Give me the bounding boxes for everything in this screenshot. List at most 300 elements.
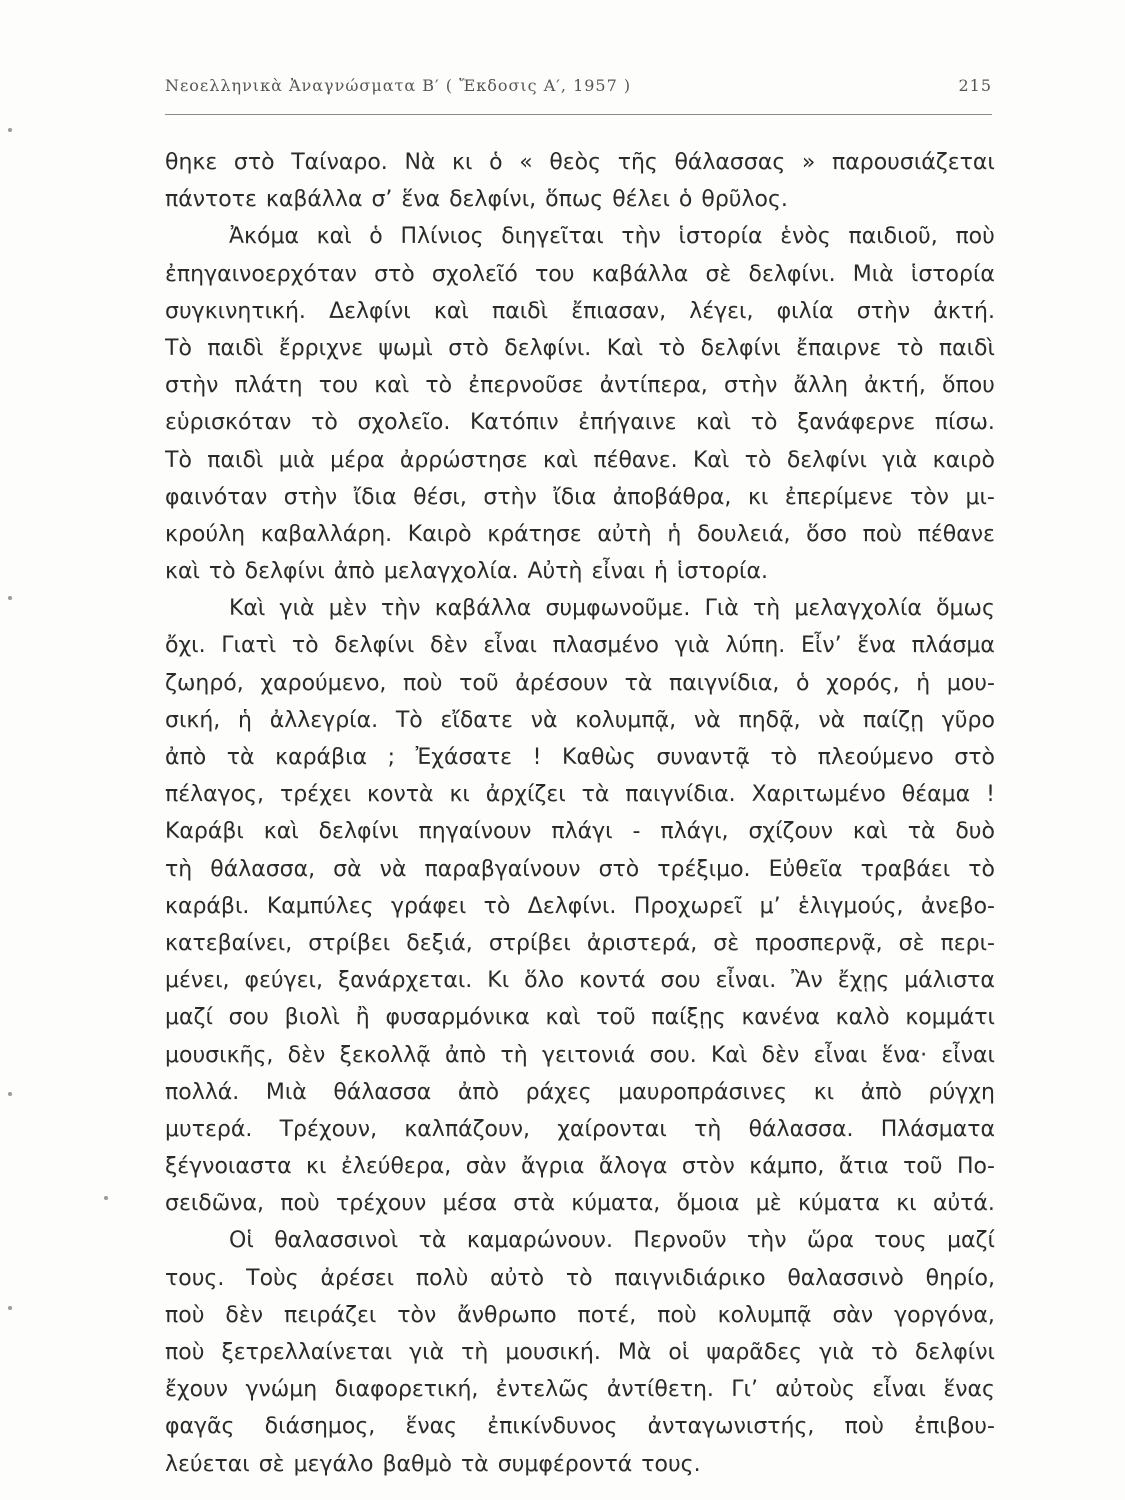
word: ἐπερνοῦσε	[468, 373, 584, 399]
text-line	[165, 1446, 995, 1483]
word: πέλαγος,	[165, 782, 265, 808]
word: θάλασσας	[674, 150, 786, 175]
word: Χαριτωμένο	[751, 782, 886, 808]
word: ἀπὸ	[457, 1079, 500, 1105]
word: τὸ	[871, 1340, 898, 1365]
word: τὸ	[425, 373, 453, 399]
word: σὲ	[898, 930, 925, 956]
word: γιὰ	[882, 447, 918, 473]
word: τραβάει	[860, 856, 951, 882]
word: αὐτοὺς	[775, 1377, 855, 1403]
word: στὴν	[483, 484, 537, 510]
word: στὴν	[165, 373, 219, 399]
word: δουλειά,	[696, 521, 791, 547]
word: κοντά	[579, 968, 646, 994]
word: κι	[452, 150, 473, 175]
word: κράτησε	[487, 521, 582, 547]
body-text	[165, 144, 995, 1483]
text-line	[165, 516, 995, 553]
word: καιρὸ	[932, 447, 995, 473]
text-line	[165, 1334, 995, 1371]
word: λεύεται	[165, 1451, 250, 1477]
word: ὁ	[796, 670, 810, 696]
word: καὶ	[165, 559, 200, 585]
word: καὶ	[316, 224, 352, 250]
word: ξεκολλᾷ	[339, 1042, 431, 1068]
word: μυτερά.	[165, 1116, 253, 1142]
word: τὴν	[747, 1228, 787, 1254]
word: ποὺ	[862, 521, 903, 547]
word: περι-	[940, 930, 995, 956]
word: σὲ	[258, 1451, 285, 1477]
text-line	[165, 702, 995, 739]
word: προσπερνᾷ,	[755, 930, 883, 956]
word: Γι’	[731, 1377, 758, 1403]
word: δελφίνι,	[449, 187, 537, 213]
word: θέσι,	[413, 484, 467, 510]
text-line	[165, 256, 995, 293]
word: ἀπὸ	[333, 559, 375, 585]
word: μουσικῆς,	[165, 1042, 274, 1068]
word: παιγνιδιάρικο	[614, 1265, 766, 1291]
word: ὅσο	[806, 521, 847, 547]
word: στὴν	[856, 298, 911, 324]
running-head	[165, 76, 992, 104]
word: μεγάλο	[293, 1451, 374, 1477]
text-line	[165, 739, 995, 776]
word: κύματα	[797, 1191, 880, 1217]
word: χορός,	[826, 670, 900, 696]
word: ὅπως	[545, 187, 604, 213]
word: κολυμπᾷ	[717, 1302, 812, 1328]
word: Καὶ	[229, 596, 266, 622]
word: ἑνὸς	[780, 224, 831, 250]
word: πολλά.	[165, 1079, 240, 1105]
text-line	[165, 1222, 995, 1259]
word: τρέξιμο.	[657, 856, 751, 882]
word: κάμπο,	[749, 1154, 825, 1180]
margin-speck	[8, 596, 12, 600]
word: ἄλλη	[793, 373, 849, 399]
word: καὶ	[263, 819, 299, 845]
word: φιλία	[776, 298, 834, 324]
word: ποτέ,	[577, 1302, 637, 1328]
word: τοῦ	[903, 1154, 943, 1180]
word: ὁ	[678, 187, 693, 213]
word: πλάγι,	[660, 819, 729, 845]
text-line	[165, 813, 995, 850]
word: πειράζει	[283, 1302, 377, 1328]
word: καβαλλάρη.	[260, 521, 393, 547]
word: ἡ	[916, 670, 931, 696]
word: σὰ	[333, 856, 362, 882]
word: παιδὶ	[207, 447, 264, 473]
word: τους.	[641, 1451, 701, 1477]
word: μ’	[759, 893, 781, 919]
word: καβάλλα	[591, 261, 689, 287]
word: τὸν	[909, 484, 949, 510]
word: στὴν	[723, 373, 778, 399]
word: Καθὼς	[562, 745, 636, 770]
word: ἀπὸ	[860, 1079, 902, 1105]
word: ξανάρχεται.	[337, 968, 473, 994]
word: Τὸ	[395, 707, 423, 733]
word: νὰ	[530, 707, 558, 733]
text-line	[165, 442, 995, 479]
word: ἀκτή.	[933, 298, 995, 324]
word: αὐτὸ	[490, 1265, 545, 1291]
text-line	[165, 1148, 995, 1185]
word: Τὸ	[165, 335, 192, 361]
word: γοργόνα,	[894, 1302, 995, 1328]
word: Καμπύλες	[266, 893, 374, 919]
word: ἀλλεγρία.	[269, 707, 379, 733]
word: καράβι.	[165, 893, 250, 919]
word: ἢ	[355, 1005, 370, 1031]
word: ἄνθρωπο	[457, 1302, 557, 1328]
text-line	[165, 1074, 995, 1111]
text-line	[165, 1260, 995, 1297]
word: παιδιοῦ,	[848, 224, 938, 250]
word: ἀπὸ	[165, 745, 207, 770]
word: ἀποβάθρα,	[612, 484, 732, 510]
word: Τοὺς	[246, 1265, 299, 1291]
word: ἑλιγμούς,	[798, 893, 904, 919]
text-line	[165, 925, 995, 962]
word: παιγνίδια.	[625, 782, 736, 808]
text-line	[165, 665, 995, 702]
word: καμαρώνουν.	[466, 1228, 613, 1254]
word: τρέχουν	[336, 1191, 427, 1217]
word: σὰν	[832, 1302, 874, 1328]
word: πίσω.	[934, 410, 995, 436]
word: πέθανε	[917, 521, 995, 547]
word: Οἱ	[229, 1228, 254, 1254]
word: βαθμὸ	[382, 1451, 452, 1477]
word: τὰ	[581, 782, 610, 808]
word: ἀκτή,	[864, 373, 926, 399]
word: μουσική.	[505, 1340, 601, 1365]
word: εἶναι	[813, 1042, 868, 1068]
text-line	[165, 293, 995, 330]
word: σὲ	[713, 930, 740, 956]
word: στὸ	[374, 261, 415, 287]
word: σχολεῖό	[431, 261, 518, 287]
word: μιὰ	[278, 447, 315, 473]
word: ἕνα	[857, 633, 896, 659]
word: σειδῶνα,	[165, 1191, 264, 1217]
word: εἶναι	[941, 1042, 995, 1068]
word: σχολεῖο.	[357, 410, 451, 436]
word: σὰν	[465, 1154, 507, 1180]
word: καὶ	[433, 298, 469, 324]
word: στὴν	[283, 484, 338, 510]
word: χαρούμενο,	[260, 670, 387, 696]
word: ἐπήγαινε	[578, 410, 677, 436]
word: Γιατὶ	[221, 633, 277, 659]
word: μὲν	[328, 596, 367, 622]
word: κανένα	[741, 1005, 820, 1031]
word: γῦρο	[941, 707, 995, 733]
word: εἶναι.	[715, 968, 777, 994]
word: στρίβει	[308, 930, 391, 956]
word: συγκινητική.	[165, 298, 306, 324]
word: ἄλογα	[598, 1154, 668, 1180]
text-line	[165, 888, 995, 925]
word: κι	[813, 1079, 835, 1105]
word: ἡ	[667, 521, 682, 547]
word: ἐπικίνδυνος	[487, 1414, 618, 1440]
word: Καράβι	[165, 819, 244, 845]
word: Εἶν’	[800, 633, 842, 659]
word: Καὶ	[692, 447, 730, 473]
word: ἐντελῶς	[495, 1377, 590, 1403]
word: ἐπιβου-	[914, 1414, 995, 1440]
word: Πο-	[956, 1154, 995, 1180]
word: ἀντίθετη.	[606, 1377, 714, 1403]
word: θηρίο,	[925, 1265, 995, 1291]
text-line	[165, 1297, 995, 1334]
word: παιδὶ	[491, 298, 549, 324]
word: νὰ	[379, 856, 407, 882]
word: Πλίνιος	[400, 224, 484, 250]
word: σ’	[371, 187, 393, 213]
word: καὶ	[545, 1005, 581, 1031]
word: δελφίνι.	[504, 335, 592, 361]
word: λύπη.	[725, 633, 786, 659]
word: Τρέχουν,	[279, 1116, 378, 1142]
word: κατεβαίνει,	[165, 930, 293, 956]
word: διάσημος,	[264, 1414, 376, 1440]
word: μου-	[946, 670, 995, 696]
word: στὸ	[954, 745, 995, 770]
word: «	[519, 150, 533, 175]
text-line	[165, 404, 995, 441]
word: καὶ	[374, 373, 410, 399]
word: νὰ	[693, 707, 721, 733]
word: οἱ	[668, 1340, 690, 1365]
word: κι	[747, 484, 769, 510]
text-line	[165, 330, 995, 367]
word: παιδὶ	[207, 335, 264, 361]
word: δελφίνι	[334, 633, 415, 659]
text-line	[165, 590, 995, 627]
word: μέρα	[330, 447, 385, 473]
word: πλάγι	[551, 819, 613, 845]
word: ξανάφερνε	[797, 410, 916, 436]
word: πλεούμενο	[817, 745, 934, 770]
word: δεξιά,	[406, 930, 473, 956]
word: διηγεῖται	[501, 224, 604, 250]
word: στὸ	[233, 150, 275, 175]
word: Εὐθεῖα	[768, 856, 843, 882]
word: δελφίνι	[244, 559, 325, 585]
word: Καὶ	[606, 335, 644, 361]
word: ὁ	[369, 224, 383, 250]
word: πλάτη	[234, 373, 303, 399]
word: καλὸ	[835, 1005, 890, 1031]
word: πηδᾷ,	[738, 707, 801, 733]
word: τῆς	[617, 150, 658, 175]
word: ψαρᾶδες	[706, 1340, 803, 1365]
word: παίζῃ	[862, 707, 925, 733]
word: τὸ	[744, 447, 772, 473]
word: γράφει	[390, 893, 467, 919]
page-number: 215	[958, 76, 992, 95]
word: τους	[874, 1228, 927, 1254]
word: ξέγνοιαστα	[165, 1154, 292, 1180]
word: δελφίνι	[700, 335, 781, 361]
word: αὐτά.	[932, 1191, 995, 1217]
word: καὶ	[543, 447, 578, 473]
word: γιὰ	[819, 1340, 855, 1365]
word: θεὸς	[549, 150, 602, 175]
word: ποὺ	[165, 1302, 205, 1328]
word: του	[318, 373, 359, 399]
word: Προχωρεῖ	[633, 893, 743, 919]
word: !	[532, 745, 542, 770]
word: τὰ	[907, 819, 936, 845]
word: Νὰ	[404, 150, 436, 175]
word: γειτονιά	[542, 1042, 636, 1068]
word: ἱστορία.	[676, 559, 768, 585]
word: Καὶ	[711, 1042, 748, 1068]
word: γιὰ	[409, 1340, 445, 1365]
word: στὸ	[448, 335, 489, 361]
word: θαλασσινοὶ	[274, 1228, 399, 1254]
word: μελαγχολία.	[383, 559, 519, 585]
word: ἀντίπερα,	[599, 373, 708, 399]
word: Κι	[487, 968, 510, 994]
word: καὶ	[852, 819, 888, 845]
word: Μιὰ	[852, 261, 894, 287]
word: πλασμένο	[552, 633, 659, 659]
word: καβάλλα	[434, 596, 532, 622]
word: ὅμοια	[676, 1191, 740, 1217]
word: ὄχι.	[165, 633, 206, 659]
text-line	[165, 1037, 995, 1074]
word: σχίζουν	[748, 819, 833, 845]
word: ποὺ	[955, 224, 995, 250]
text-line	[165, 627, 995, 664]
word: εἶναι	[591, 559, 646, 585]
word: κοντὰ	[367, 782, 434, 808]
word: ἔπαιρνε	[796, 335, 882, 361]
running-head-title: Νεοελληνικὰ Ἀναγνώσματα Β′ ( Ἔκδοσις Α′, 1957 )	[165, 76, 632, 95]
word: Γιὰ	[704, 596, 739, 622]
word: αὐτὴ	[597, 521, 652, 547]
word: δελφίνι	[318, 819, 399, 845]
word: εὑρισκόταν	[165, 410, 292, 436]
word: καλπάζουν,	[404, 1116, 531, 1142]
word: θάλασσα.	[748, 1116, 854, 1142]
word: ;	[387, 745, 396, 770]
word: εἶναι	[872, 1377, 926, 1403]
word: κύματα,	[571, 1191, 661, 1217]
word: μαζί	[947, 1228, 995, 1254]
word: εἶναι	[483, 633, 537, 659]
word: τοῦ	[459, 670, 499, 696]
word: πάντοτε	[165, 187, 257, 213]
word: θαλασσινὸ	[787, 1265, 904, 1291]
word: θέλει	[612, 187, 670, 213]
word: μέσα	[442, 1191, 497, 1217]
word: τὸ	[291, 633, 319, 659]
word: ποὺ	[844, 1414, 884, 1440]
word: παραβγαίνουν	[424, 856, 581, 882]
word: ποὺ	[657, 1302, 697, 1328]
word: μαυροπράσινες	[618, 1079, 788, 1105]
word: τὸ	[896, 335, 924, 361]
word: φαγᾶς	[165, 1414, 235, 1440]
word: ἀνεβο-	[920, 893, 995, 919]
word: ρύγχη	[928, 1079, 995, 1105]
word: στρίβει	[488, 930, 571, 956]
word: τὸ	[208, 559, 236, 585]
word: ἀρρώστησε	[399, 447, 528, 473]
word: ἔπιασαν,	[571, 298, 667, 324]
word: Δελφίνι.	[527, 893, 617, 919]
word: ἕνας	[405, 1414, 458, 1440]
word: τοῦ	[596, 1005, 636, 1031]
text-line	[165, 999, 995, 1036]
word: τους.	[165, 1265, 225, 1291]
word: σου	[660, 968, 701, 994]
word: δυὸ	[955, 819, 995, 845]
text-line	[165, 1185, 995, 1222]
word: τὰ	[460, 1451, 489, 1477]
word: Ταίναρο.	[291, 150, 388, 175]
word: τὴ	[752, 596, 781, 622]
text-line	[165, 553, 995, 590]
word: σὲ	[705, 261, 732, 287]
word: κρούλη	[165, 521, 246, 547]
word: μὲ	[755, 1191, 782, 1217]
word: ὅλο	[524, 968, 565, 994]
word: καβάλλα	[265, 187, 363, 213]
word: τὸ	[968, 856, 995, 882]
word: θρῦλος.	[701, 187, 788, 213]
word: θέαμα	[901, 782, 971, 808]
text-line	[165, 962, 995, 999]
word: ἀνταγωνιστής,	[647, 1414, 815, 1440]
word: τὸ	[750, 410, 778, 436]
word: ἀρέσει	[320, 1265, 395, 1291]
text-line	[165, 144, 995, 181]
text-line	[165, 1371, 995, 1408]
word: δὲν	[225, 1302, 264, 1328]
word: Πλάσματα	[880, 1116, 995, 1142]
word: Κατόπιν	[470, 410, 559, 436]
word: πέθανε.	[593, 447, 678, 473]
word: καράβια	[275, 745, 368, 770]
word: μάλιστα	[904, 968, 995, 994]
word: συναντᾷ	[656, 745, 750, 770]
word: Αὐτὴ	[527, 559, 583, 585]
word: ἐπηγαινοερχόταν	[165, 261, 357, 287]
word: θηκε	[165, 150, 218, 175]
word: τὸ	[565, 1265, 593, 1291]
word: στὸ	[598, 856, 640, 882]
margin-speck	[8, 1306, 12, 1310]
word: κι	[306, 1154, 327, 1180]
word: χαίρονται	[557, 1116, 667, 1142]
word: παιγνίδια,	[669, 670, 780, 696]
word: καὶ	[696, 410, 732, 436]
word: ζωηρό,	[165, 670, 244, 696]
word: ἕνα	[401, 187, 441, 213]
word: θάλασσα	[333, 1079, 432, 1105]
